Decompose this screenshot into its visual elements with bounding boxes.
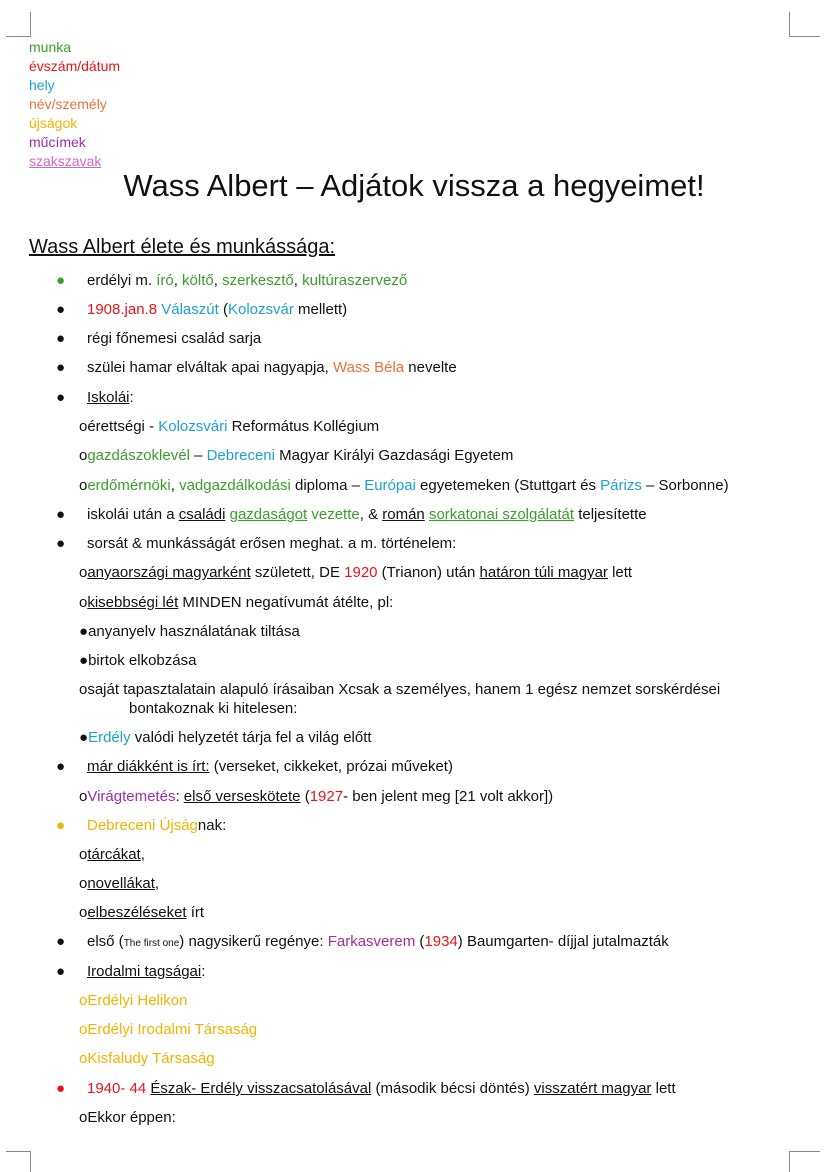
bullet-icon: ●: [56, 506, 66, 523]
list-item: 1940- 44 Észak- Erdély visszacsatolásával (második bécsi döntés) visszatért magyar lett: [87, 1080, 676, 1097]
bullet-icon: ●: [56, 535, 66, 552]
sub-list-item: oVirágtemetés: első verseskötete (1927- ben jelent meg [21 volt akkor]): [79, 788, 554, 805]
sub-sub-list-item: ●birtok elkobzása: [79, 652, 197, 669]
bullet-icon: ●: [56, 758, 66, 775]
section-heading: Wass Albert élete és munkássága:: [29, 236, 336, 258]
sub-list-item-continuation: bontakoznak ki hitelesen:: [129, 700, 298, 717]
list-item: Iskolái:: [87, 389, 134, 406]
sub-list-item: okisebbségi lét MINDEN negatívumát átélte, pl:: [79, 594, 394, 611]
color-legend: [29, 38, 120, 171]
bullet-icon: ●: [56, 272, 66, 289]
list-item: erdélyi m. író, költő, szerkesztő, kultúraszervező: [87, 272, 408, 289]
list-item: régi főnemesi család sarja: [87, 330, 262, 347]
sub-list-item: oErdélyi Helikon: [79, 992, 188, 1009]
bullet-icon: ●: [56, 1080, 66, 1097]
bullet-icon: ●: [56, 933, 66, 950]
list-item: iskolái után a családi gazdaságot vezette, & román sorkatonai szolgálatát teljesítette: [87, 506, 647, 523]
list-item: már diákként is írt: (verseket, cikkeket, prózai műveket): [87, 758, 453, 775]
list-item: Debreceni Újságnak:: [87, 817, 227, 834]
legend-szakszavak: szakszavak: [29, 153, 102, 169]
legend-mucimek: műcímek: [29, 134, 86, 150]
crop-mark-bottom-left: [6, 1151, 31, 1172]
bullet-icon: ●: [56, 359, 66, 376]
list-item: Irodalmi tagságai:: [87, 963, 206, 980]
bullet-icon: ●: [56, 963, 66, 980]
bullet-icon: ●: [56, 817, 66, 834]
legend-nev: név/személy: [29, 96, 107, 112]
list-item: sorsát & munkásságát erősen meghat. a m. történelem:: [87, 535, 457, 552]
sub-list-item: onovellákat,: [79, 875, 160, 892]
crop-mark-top-right: [789, 12, 820, 37]
legend-evszam: évszám/dátum: [29, 58, 121, 74]
legend-munka: munka: [29, 39, 72, 55]
page-title: Wass Albert – Adjátok vissza a hegyeimet!: [123, 168, 705, 203]
sub-sub-list-item: ●Erdély valódi helyzetét tárja fel a világ előtt: [79, 729, 372, 746]
sub-list-item: oerdőmérnöki, vadgazdálkodási diploma – Európai egyetemeken (Stuttgart és Párizs – Sorbonne): [79, 477, 729, 494]
sub-list-item: oErdélyi Irodalmi Társaság: [79, 1021, 258, 1038]
legend-hely: hely: [29, 77, 55, 93]
bullet-icon: ●: [56, 330, 66, 347]
list-item: szülei hamar elváltak apai nagyapja, Wass Béla nevelte: [87, 359, 457, 376]
legend-ujsagok: újságok: [29, 115, 78, 131]
sub-list-item: oérettségi - Kolozsvári Református Kollégium: [79, 418, 380, 435]
sub-list-item: oelbeszéléseket írt: [79, 904, 205, 921]
sub-list-item: ogazdászoklevél – Debreceni Magyar Királyi Gazdasági Egyetem: [79, 447, 514, 464]
sub-list-item: oanyaországi magyarként született, DE 1920 (Trianon) után határon túli magyar lett: [79, 564, 633, 581]
crop-mark-top-left: [6, 12, 31, 37]
sub-list-item: oEkkor éppen:: [79, 1109, 176, 1126]
sub-list-item: otárcákat,: [79, 846, 145, 863]
sub-list-item: oKisfaludy Társaság: [79, 1050, 215, 1067]
sub-list-item: osaját tapasztalatain alapuló írásaiban Xcsak a személyes, hanem 1 egész nemzet sorskérdései: [79, 681, 721, 698]
list-item: első (The first one) nagysikerű regénye: Farkasverem (1934) Baumgarten- díjjal jutalmazták: [87, 933, 669, 950]
bullet-icon: ●: [56, 301, 66, 318]
bullet-icon: ●: [56, 389, 66, 406]
crop-mark-bottom-right: [789, 1151, 820, 1172]
list-item: 1908.jan.8 Válaszút (Kolozsvár mellett): [87, 301, 348, 318]
sub-sub-list-item: ●anyanyelv használatának tiltása: [79, 623, 300, 640]
